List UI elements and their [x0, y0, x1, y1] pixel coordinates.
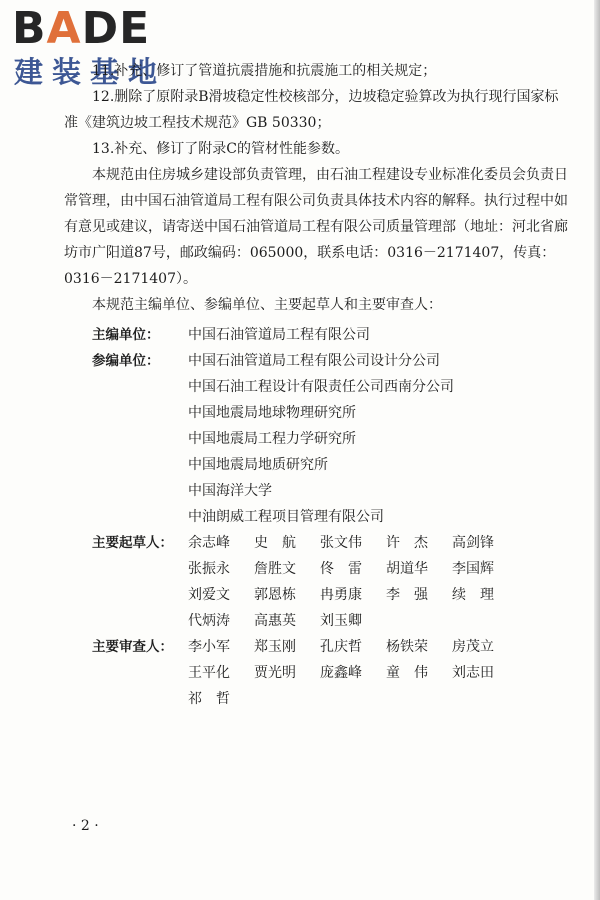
- participant-unit: 中国海洋大学: [188, 483, 272, 499]
- participant-unit: 中国地震局地质研究所: [188, 457, 328, 473]
- contributors-intro: 本规范主编单位、参编单位、主要起草人和主要审查人：: [92, 297, 442, 313]
- drafter-name: 李国辉: [452, 561, 494, 577]
- drafters-label: 主要起草人：: [92, 535, 173, 551]
- drafter-name: 代炳涛: [188, 613, 230, 629]
- drafter-name: 许 杰: [386, 535, 428, 551]
- participants-label: 参编单位：: [92, 353, 160, 369]
- logo-subtitle: 建装基地: [14, 55, 167, 89]
- drafter-name: 刘爱文: [188, 587, 230, 603]
- drafter-name: 李 强: [386, 587, 428, 603]
- reviewer-name: 李小军: [188, 639, 230, 655]
- reviewer-name: 庞鑫峰: [320, 665, 362, 681]
- clause-11: 11.补充、修订了管道抗震措施和抗震施工的相关规定；: [92, 63, 437, 79]
- reviewer-name: 郑玉刚: [254, 639, 296, 655]
- contributors-list: [64, 322, 570, 712]
- participant-unit: 中国地震局工程力学研究所: [188, 431, 356, 447]
- reviewer-name: 王平化: [188, 665, 230, 681]
- reviewer-name: 祁 哲: [188, 691, 230, 707]
- drafter-name: 詹胜文: [254, 561, 296, 577]
- drafter-name: 佟 雷: [320, 561, 362, 577]
- page-number: · 2 ·: [72, 818, 99, 834]
- management-paragraph: 本规范由住房城乡建设部负责管理，由石油工程建设专业标准化委员会负责日常管理，由中国石油管道局工程有限公司负责具体技术内容的解释。执行过程中如有意见或建议，请寄送中国石油管道局工程有限公司质量管理部（地址：河北省廊坊市广阳道87号，邮政编码：065000，联系电话：0316－2171407，传真：0316－2171407）。: [64, 167, 568, 287]
- drafter-name: 冉勇康: [320, 587, 362, 603]
- drafter-name: 胡道华: [386, 561, 428, 577]
- drafter-name: 高惠英: [254, 613, 296, 629]
- chief-editor-row: [64, 322, 570, 348]
- clause-12: 12.删除了原附录B滑坡稳定性校核部分，边坡稳定验算改为执行现行国家标准《建筑边坡工程技术规范》GB 50330；: [64, 89, 559, 131]
- participant-unit: 中国地震局地球物理研究所: [188, 405, 356, 421]
- participant-unit: 中国石油管道局工程有限公司设计分公司: [188, 353, 440, 369]
- drafter-name: 刘玉卿: [320, 613, 362, 629]
- participant-unit: 中国石油工程设计有限责任公司西南分公司: [188, 379, 454, 395]
- participants-row: [64, 348, 570, 530]
- reviewer-name: 杨铁荣: [386, 639, 428, 655]
- document-body: [64, 58, 570, 712]
- reviewer-name: 房茂立: [452, 639, 494, 655]
- reviewer-name: 孔庆哲: [320, 639, 362, 655]
- reviewer-name: 刘志田: [452, 665, 494, 681]
- drafter-name: 续 理: [452, 587, 494, 603]
- chief-editor-unit: 中国石油管道局工程有限公司: [188, 327, 370, 343]
- reviewer-name: 童 伟: [386, 665, 428, 681]
- reviewer-name: 贾光明: [254, 665, 296, 681]
- drafter-name: 余志峰: [188, 535, 230, 551]
- drafters-row: [64, 530, 570, 634]
- reviewers-row: [64, 634, 570, 712]
- drafter-name: 高剑锋: [452, 535, 494, 551]
- chief-editor-label: 主编单位：: [92, 327, 160, 343]
- drafter-name: 郭恩栋: [254, 587, 296, 603]
- drafter-name: 张振永: [188, 561, 230, 577]
- logo-wordmark: BADE: [12, 3, 151, 54]
- clause-13: 13.补充、修订了附录C的管材性能参数。: [92, 141, 349, 157]
- reviewers-label: 主要审查人：: [92, 639, 173, 655]
- page-edge-shadow: [594, 0, 600, 900]
- drafter-name: 张文伟: [320, 535, 362, 551]
- participant-unit: 中油朗威工程项目管理有限公司: [188, 509, 384, 525]
- drafter-name: 史 航: [254, 535, 296, 551]
